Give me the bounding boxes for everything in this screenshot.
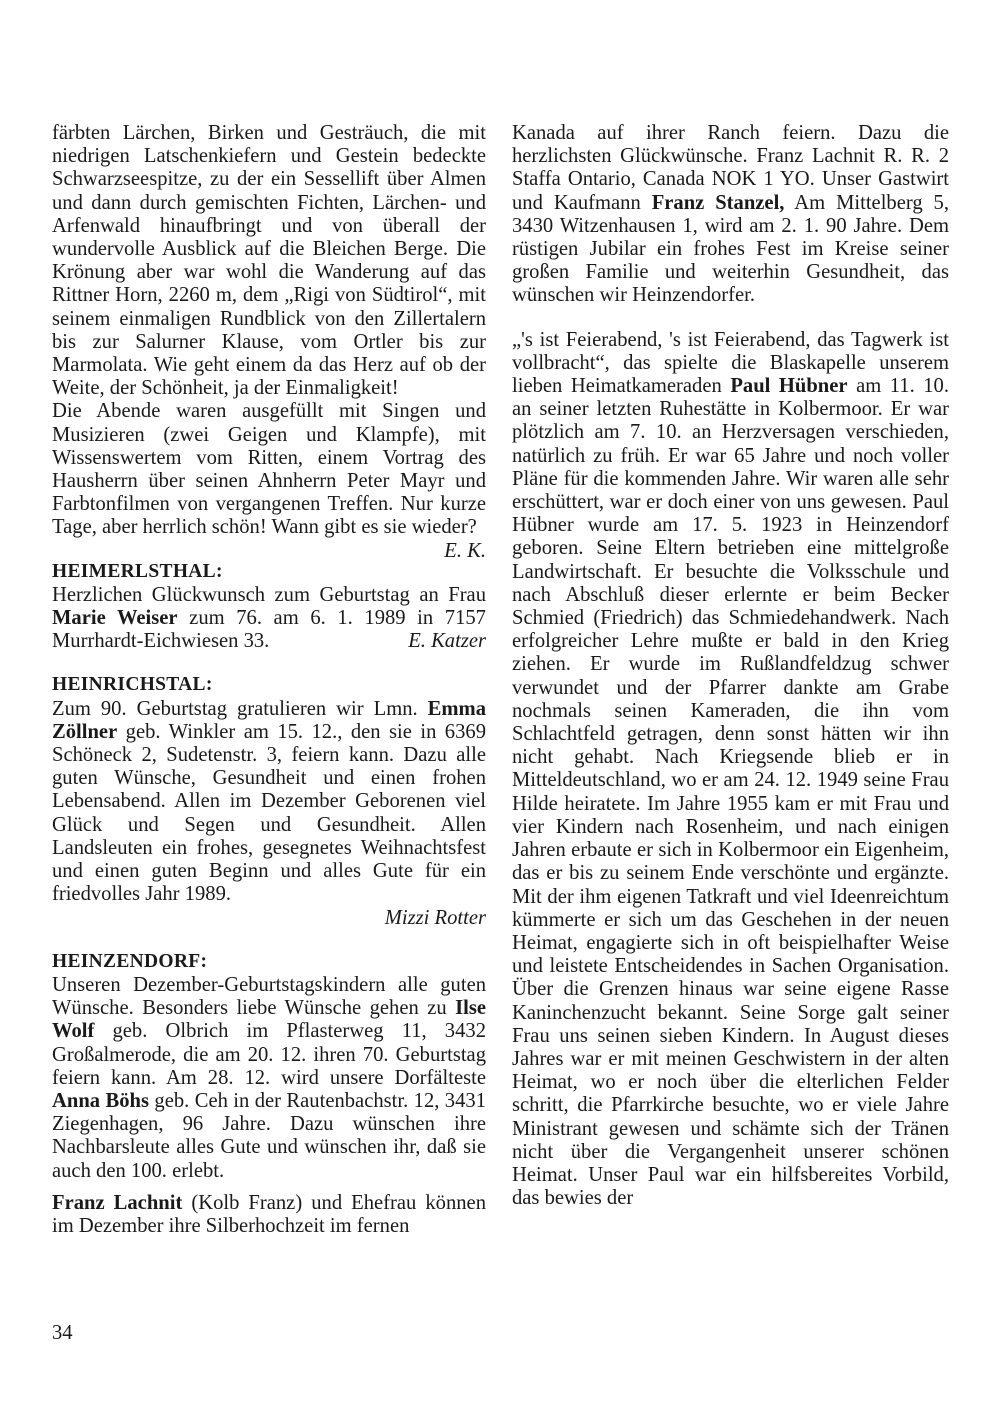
person-name: Franz Lachnit [52, 1191, 183, 1214]
greeting-paragraph: Zum 90. Geburtstag gratulieren wir Lmn. Emma Zöllner geb. Winkler am 15. 12., den sie in 6369 Schöneck 2, Sudetenstr. 3, feiern kann. Dazu alle guten Wünsche, Gesundheit und einen frohen Lebensabend. Allen im Dezember Geborenen viel Glück und Segen und Gesundheit. Allen Landsleuten ein frohes, gesegnetes Weihnachtsfest und einen guten Beginn und alles Gute für ein friedvolles Jahr 1989. [52, 697, 486, 906]
section-heading-heimerlsthal: HEIMERLSTHAL: [52, 560, 223, 582]
author-signature: E. K. [444, 539, 486, 562]
person-name: Marie Weiser [52, 607, 178, 630]
page-number: 34 [52, 1322, 73, 1344]
person-name: Anna Böhs [52, 1089, 149, 1112]
section-heading-heinrichstal: HEINRICHSTAL: [52, 674, 213, 696]
left-column [52, 122, 486, 1238]
greeting-paragraph: Herzlichen Glückwunsch zum Geburtstag an Frau Marie Weiser zum 76. am 6. 1. 1989 in 7157 Murrhardt-Eichwiesen 33. E. Katzer [52, 583, 486, 653]
greeting-paragraph: Franz Lachnit (Kolb Franz) und Ehefrau können im Dezember ihre Silberhochzeit im fernen [52, 1191, 486, 1237]
person-name: Ilse Wolf [52, 997, 486, 1043]
section-heading-heinzendorf: HEINZENDORF: [52, 950, 208, 972]
author-signature: E. Katzer [408, 630, 486, 653]
article-paragraph: färbten Lärchen, Birken und Gesträuch, die mit niedrigen Latschenkiefern und Gestein bedeckte Schwarzseespitze, zu der ein Sessellift über Almen und dann durch gemischten Fichten, Lärchen- und Arfenwald hinaufbringt und von überall der wundervolle Ausblick auf die Bleichen Berge. Die Krönung aber war wohl die Wanderung auf das Rittner Horn, 2260 m, dem „Rigi von Südtirol“, mit seinem einmaligen Rundblick von den Zillertalern bis zur Salurner Klause, vom Ortler bis zur Marmolata. Wie geht einem da das Herz auf ob der Weite, der Schönheit, ja der Einmaligkeit! [52, 122, 486, 400]
person-name: Franz Stanzel, [651, 191, 785, 214]
article-paragraph: Kanada auf ihrer Ranch feiern. Dazu die herzlichsten Glückwünsche. Franz Lachnit R. R. 2 Staffa Ontario, Canada NOK 1 YO. Unser Gastwirt und Kaufmann Franz Stanzel, Am Mittelberg 5, 3430 Witzenhausen 1, wird am 2. 1. 90 Jahre. Dem rüstigen Jubilar ein frohes Fest im Kreise seiner großen Familie und weiterhin Gesundheit, das wünschen wir Heinzendorfer. [512, 122, 950, 307]
person-name: Paul Hübner [730, 375, 848, 398]
obituary-paragraph: „'s ist Feierabend, 's ist Feierabend, das Tagwerk ist vollbracht“, das spielte die Blaskapelle unserem lieben Heimatkameraden Paul Hübner am 11. 10. an seiner letzten Ruhestätte in Kolbermoor. Er war plötzlich am 7. 10. an Herzversagen verschieden, natürlich zu früh. Er war 65 Jahre und noch voller Pläne für die kommenden Jahre. Wir waren alle sehr erschüttert, war er doch einer von uns gewesen. Paul Hübner wurde am 17. 5. 1923 in Heinzendorf geboren. Seine Eltern betrieben eine mittelgroße Landwirtschaft. Er besuchte die Volksschule und nach Abschluß dieser erlernte er beim Becker Schmied (Friedrich) das Schmiedehandwerk. Nach erfolgreicher Lehre mußte er bald in den Krieg ziehen. Er wurde im Rußlandfeldzug schwer verwundet und der Pfarrer dankte am Grabe nochmals seinen Kameraden, die ihn vom Schlachtfeld getragen, denn sonst hätten wir ihn nicht gehabt. Nach Kriegsende blieb er in Mitteldeutschland, wo er am 24. 12. 1949 seine Frau Hilde heiratete. Im Jahre 1955 kam er mit Frau und vier Kindern nach Rosenheim, und nach einigen Jahren erbaute er sich in Kolbermoor ein Eigenheim, das er bis zu seinem Ende verschönte und ergänzte. Mit der ihm eigenen Tatkraft und viel Ideenreichtum kümmerte er sich um das Geschehen in der neuen Heimat, engagierte sich in oft beispielhafter Weise und leistete Entscheidendes in Sachen Organisation. Über die Grenzen hinaus war seine eigene Rasse Kaninchenzucht bekannt. Seine Sorge galt seiner Frau uns seinen sieben Kindern. In August dieses Jahres war er mit meinen Geschwistern in der alten Heimat, wo er noch über die elterlichen Felder schritt, die Pfarrkirche besuchte, wo er viele Jahre Ministrant gewesen und schämte sich der Tränen nicht über die Vergangenheit unserer schönen Heimat. Unser Paul war ein hilfsbereites Vorbild, das bewies der [512, 328, 949, 1210]
person-name: Emma Zöllner [52, 697, 486, 743]
author-signature: Mizzi Rotter [384, 906, 486, 929]
greeting-paragraph: Unseren Dezember-Geburtstagskindern alle guten Wünsche. Besonders liebe Wünsche gehen zu Ilse Wolf geb. Olbrich im Pflasterweg 11, 3432 Großalmerode, die am 20. 12. ihren 70. Geburtstag feiern kann. Am 28. 12. wird unsere Dorfälteste Anna Böhs geb. Ceh in der Rautenbachstr. 12, 3431 Ziegenhagen, 96 Jahre. Dazu wünschen ihre Nachbarsleute alles Gute und wünschen ihr, daß sie auch den 100. erlebt. [52, 973, 486, 1182]
article-paragraph: Die Abende waren ausgefüllt mit Singen und Musizieren (zwei Geigen und Klampfe), mit Wissenswertem vom Ritten, einem Vortrag des Hausherrn über seinen Ahnherrn Peter Mayr und Farbtonfilmen von vergangenen Treffen. Nur kurze Tage, aber herrlich schön! Wann gibt es sie wieder? E. K. [52, 400, 486, 562]
right-column [512, 122, 949, 1210]
